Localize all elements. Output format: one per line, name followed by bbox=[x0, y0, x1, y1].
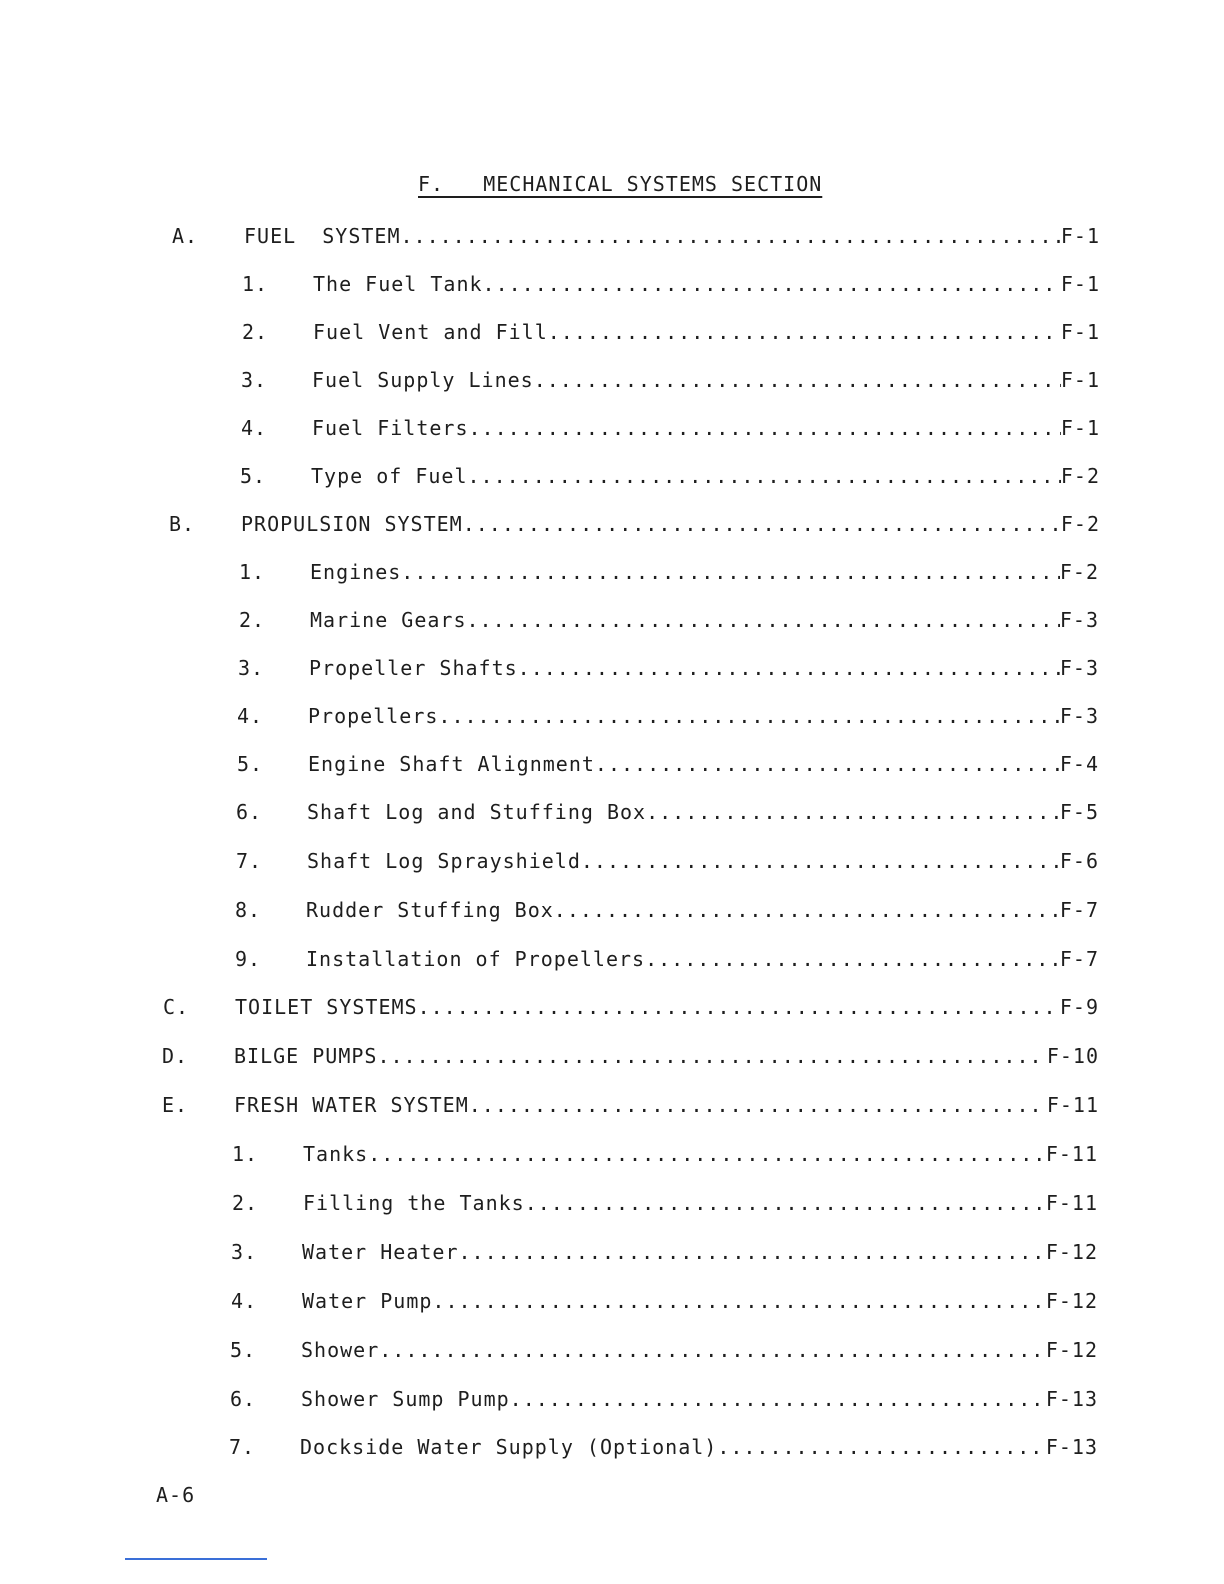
toc-label-with-leader bbox=[306, 945, 1060, 973]
toc-label: Shower Sump Pump bbox=[301, 1387, 510, 1411]
toc-page-ref: F-7 bbox=[1059, 947, 1099, 971]
toc-marker: 7. bbox=[229, 1435, 256, 1459]
dot-leader bbox=[432, 1287, 1045, 1315]
toc-label: Rudder Stuffing Box bbox=[306, 898, 554, 922]
toc-label-with-leader bbox=[234, 1091, 1047, 1119]
toc-label: Installation of Propellers bbox=[306, 947, 646, 971]
toc-label: Fuel Supply Lines bbox=[312, 368, 534, 392]
toc-label: FRESH WATER SYSTEM bbox=[234, 1093, 469, 1117]
toc-page-ref: F-1 bbox=[1060, 416, 1100, 440]
toc-label: PROPULSION SYSTEM bbox=[241, 512, 463, 536]
toc-label-with-leader bbox=[302, 1238, 1046, 1266]
toc-label: Fuel Filters bbox=[312, 416, 469, 440]
toc-marker: 6. bbox=[236, 800, 263, 824]
dot-leader bbox=[459, 1238, 1046, 1266]
toc-label: BILGE PUMPS bbox=[234, 1044, 378, 1068]
dot-leader bbox=[438, 702, 1059, 730]
toc-label-with-leader bbox=[313, 270, 1061, 298]
toc-label-with-leader bbox=[303, 1189, 1046, 1217]
toc-label-with-leader bbox=[307, 798, 1060, 826]
toc-marker: 3. bbox=[241, 368, 268, 392]
toc-label: Shaft Log and Stuffing Box bbox=[307, 800, 647, 824]
toc-page-ref: F-3 bbox=[1059, 608, 1099, 632]
toc-page-ref: F-1 bbox=[1060, 272, 1100, 296]
toc-label-with-leader bbox=[310, 606, 1060, 634]
dot-leader bbox=[534, 366, 1061, 394]
toc-marker: B. bbox=[169, 512, 196, 536]
toc-label-with-leader bbox=[301, 1385, 1046, 1413]
toc-subsection-entry bbox=[0, 1336, 1224, 1364]
toc-subsection-entry bbox=[0, 654, 1224, 682]
dot-leader bbox=[510, 1385, 1046, 1413]
toc-subsection-entry bbox=[0, 1238, 1224, 1266]
toc-label-with-leader bbox=[241, 510, 1061, 538]
dot-leader bbox=[377, 1042, 1046, 1070]
toc-page-ref: F-1 bbox=[1060, 320, 1100, 344]
toc-page-ref: F-12 bbox=[1045, 1338, 1098, 1362]
toc-label-with-leader bbox=[244, 222, 1061, 250]
toc-subsection-entry bbox=[0, 750, 1224, 778]
toc-page-ref: F-3 bbox=[1059, 704, 1099, 728]
toc-marker: 4. bbox=[241, 416, 268, 440]
toc-label: Dockside Water Supply (Optional) bbox=[300, 1435, 718, 1459]
dot-leader bbox=[418, 993, 1060, 1021]
toc-label: Engine Shaft Alignment bbox=[308, 752, 595, 776]
toc-label: FUEL SYSTEM bbox=[244, 224, 401, 248]
toc-subsection-entry bbox=[0, 318, 1224, 346]
toc-page-ref: F-1 bbox=[1060, 368, 1100, 392]
toc-section-entry bbox=[0, 993, 1224, 1021]
dot-leader bbox=[548, 318, 1061, 346]
toc-page-ref: F-6 bbox=[1059, 849, 1099, 873]
toc-label-with-leader bbox=[307, 847, 1060, 875]
dot-leader bbox=[595, 750, 1060, 778]
dot-leader bbox=[401, 222, 1061, 250]
toc-marker: 5. bbox=[240, 464, 267, 488]
toc-subsection-entry bbox=[0, 702, 1224, 730]
toc-section-entry bbox=[0, 1091, 1224, 1119]
dot-leader bbox=[645, 945, 1060, 973]
toc-label-with-leader bbox=[303, 1140, 1046, 1168]
toc-subsection-entry bbox=[0, 1385, 1224, 1413]
toc-marker: 9. bbox=[235, 947, 262, 971]
dot-leader bbox=[468, 462, 1061, 490]
toc-label-with-leader bbox=[313, 318, 1061, 346]
toc-subsection-entry bbox=[0, 462, 1224, 490]
toc-label-with-leader bbox=[311, 462, 1061, 490]
toc-subsection-entry bbox=[0, 270, 1224, 298]
toc-page-ref: F-3 bbox=[1059, 656, 1099, 680]
toc-label-with-leader bbox=[234, 1042, 1047, 1070]
toc-page-ref: F-11 bbox=[1045, 1191, 1098, 1215]
toc-label-with-leader bbox=[301, 1336, 1046, 1364]
dot-leader bbox=[379, 1336, 1046, 1364]
toc-marker: 5. bbox=[230, 1338, 257, 1362]
toc-subsection-entry bbox=[0, 847, 1224, 875]
toc-marker: 4. bbox=[231, 1289, 258, 1313]
toc-marker: D. bbox=[162, 1044, 189, 1068]
bottom-rule bbox=[125, 1558, 267, 1560]
toc-label: The Fuel Tank bbox=[313, 272, 483, 296]
toc-marker: 1. bbox=[232, 1142, 259, 1166]
dot-leader bbox=[368, 1140, 1046, 1168]
dot-leader bbox=[518, 654, 1060, 682]
toc-label: Water Heater bbox=[302, 1240, 459, 1264]
toc-page-ref: F-12 bbox=[1045, 1240, 1098, 1264]
toc-label: Shaft Log Sprayshield bbox=[307, 849, 581, 873]
dot-leader bbox=[483, 270, 1061, 298]
dot-leader bbox=[646, 798, 1060, 826]
toc-section-entry bbox=[0, 1042, 1224, 1070]
toc-label: Propeller Shafts bbox=[309, 656, 518, 680]
toc-subsection-entry bbox=[0, 798, 1224, 826]
toc-label: Engines bbox=[310, 560, 402, 584]
dot-leader bbox=[467, 606, 1060, 634]
toc-subsection-entry bbox=[0, 1287, 1224, 1315]
toc-page-ref: F-9 bbox=[1059, 995, 1099, 1019]
toc-page-ref: F-5 bbox=[1059, 800, 1099, 824]
toc-label: Shower bbox=[301, 1338, 380, 1362]
dot-leader bbox=[469, 1091, 1047, 1119]
toc-page-ref: F-12 bbox=[1045, 1289, 1098, 1313]
toc-label-with-leader bbox=[306, 896, 1060, 924]
toc-marker: A. bbox=[172, 224, 199, 248]
toc-subsection-entry bbox=[0, 1140, 1224, 1168]
toc-marker: 3. bbox=[231, 1240, 258, 1264]
dot-leader bbox=[463, 510, 1061, 538]
toc-section-entry bbox=[0, 510, 1224, 538]
toc-label-with-leader bbox=[308, 702, 1060, 730]
toc-label: Fuel Vent and Fill bbox=[313, 320, 548, 344]
toc-label-with-leader bbox=[312, 414, 1061, 442]
dot-leader bbox=[581, 847, 1060, 875]
toc-label: Water Pump bbox=[302, 1289, 433, 1313]
toc-subsection-entry bbox=[0, 1189, 1224, 1217]
dot-leader bbox=[525, 1189, 1046, 1217]
toc-page-ref: F-2 bbox=[1060, 512, 1100, 536]
toc-marker: 6. bbox=[230, 1387, 257, 1411]
toc-page-ref: F-13 bbox=[1045, 1387, 1098, 1411]
dot-leader bbox=[717, 1433, 1046, 1461]
toc-label: Marine Gears bbox=[310, 608, 467, 632]
toc-subsection-entry bbox=[0, 945, 1224, 973]
toc-subsection-entry bbox=[0, 414, 1224, 442]
toc-label: Type of Fuel bbox=[311, 464, 468, 488]
toc-page-ref: F-7 bbox=[1059, 898, 1099, 922]
toc-label-with-leader bbox=[312, 366, 1061, 394]
toc-page-ref: F-4 bbox=[1059, 752, 1099, 776]
toc-page-ref: F-2 bbox=[1059, 560, 1099, 584]
page-number: A-6 bbox=[156, 1483, 196, 1507]
toc-marker: 5. bbox=[237, 752, 264, 776]
toc-subsection-entry bbox=[0, 366, 1224, 394]
toc-marker: 1. bbox=[242, 272, 269, 296]
toc-label-with-leader bbox=[300, 1433, 1046, 1461]
toc-marker: E. bbox=[162, 1093, 189, 1117]
section-title: F. MECHANICAL SYSTEMS SECTION bbox=[418, 172, 823, 196]
toc-label: Tanks bbox=[303, 1142, 369, 1166]
toc-marker: 3. bbox=[238, 656, 265, 680]
dot-leader bbox=[469, 414, 1061, 442]
dot-leader bbox=[554, 896, 1060, 924]
toc-label-with-leader bbox=[308, 750, 1060, 778]
toc-page-ref: F-1 bbox=[1060, 224, 1100, 248]
toc-label-with-leader bbox=[302, 1287, 1046, 1315]
toc-label: TOILET SYSTEMS bbox=[235, 995, 418, 1019]
toc-label-with-leader bbox=[235, 993, 1060, 1021]
toc-page-ref: F-11 bbox=[1045, 1142, 1098, 1166]
toc-subsection-entry bbox=[0, 896, 1224, 924]
toc-page-ref: F-11 bbox=[1046, 1093, 1099, 1117]
toc-page-ref: F-2 bbox=[1060, 464, 1100, 488]
toc-subsection-entry bbox=[0, 558, 1224, 586]
toc-label-with-leader bbox=[309, 654, 1060, 682]
toc-marker: 7. bbox=[236, 849, 263, 873]
toc-label: Filling the Tanks bbox=[303, 1191, 525, 1215]
toc-marker: 2. bbox=[239, 608, 266, 632]
toc-label: Propellers bbox=[308, 704, 439, 728]
toc-marker: 2. bbox=[242, 320, 269, 344]
toc-marker: 4. bbox=[237, 704, 264, 728]
toc-section-entry bbox=[0, 222, 1224, 250]
toc-marker: 8. bbox=[235, 898, 262, 922]
toc-subsection-entry bbox=[0, 1433, 1224, 1461]
toc-label-with-leader bbox=[310, 558, 1060, 586]
toc-marker: 1. bbox=[239, 560, 266, 584]
toc-marker: C. bbox=[163, 995, 190, 1019]
toc-page-ref: F-13 bbox=[1045, 1435, 1098, 1459]
toc-page-ref: F-10 bbox=[1046, 1044, 1099, 1068]
toc-subsection-entry bbox=[0, 606, 1224, 634]
dot-leader bbox=[401, 558, 1060, 586]
toc-marker: 2. bbox=[232, 1191, 259, 1215]
